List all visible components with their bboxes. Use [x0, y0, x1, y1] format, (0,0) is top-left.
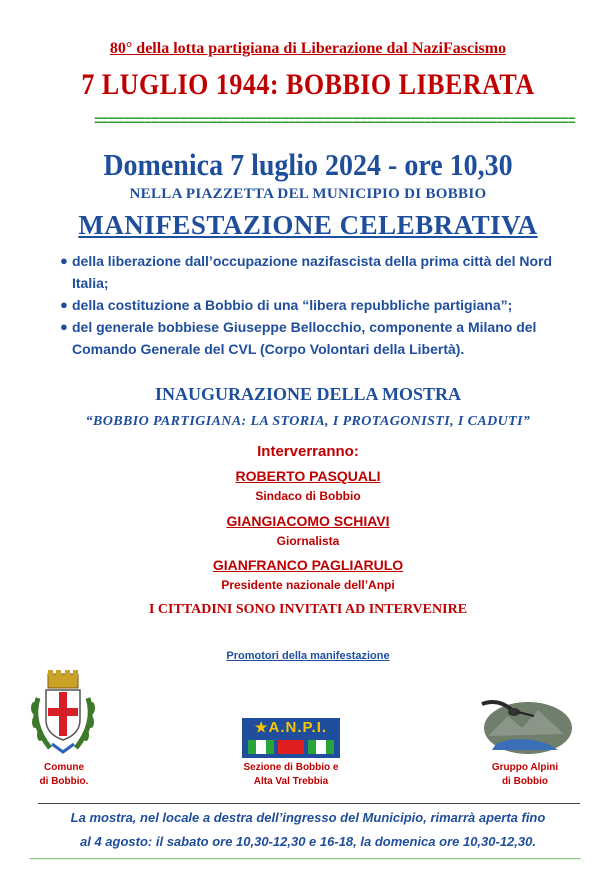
star-icon: ★: [254, 719, 269, 735]
event-place: NELLA PIAZZETTA DEL MUNICIPIO DI BOBBIO: [129, 186, 487, 202]
bullet-icon: ●: [60, 253, 68, 268]
speaker-role: Giornalista: [276, 534, 340, 548]
list-item-text: del generale bobbiese Giuseppe Bellocchio, componente a Milano del Comando Generale del CVL (Corpo Volontari della Libertà).: [72, 319, 537, 357]
promoter-caption-anpi: [216, 761, 366, 789]
speaker-name: GIANGIACOMO SCHIAVI: [226, 513, 390, 529]
speaker-role: Sindaco di Bobbio: [255, 489, 361, 503]
comune-bobbio-crest-icon: [28, 668, 98, 756]
speaker-name: ROBERTO PASQUALI: [235, 468, 381, 484]
caption-line: di Bobbio: [501, 776, 549, 787]
speakers-label: Interverranno:: [257, 443, 359, 460]
italian-flag-band-icon: [242, 736, 340, 758]
gruppo-alpini-logo-icon: [478, 694, 574, 756]
anniversary-heading: 80° della lotta partigiana di Liberazione dal NaziFascismo: [109, 40, 507, 57]
list-item-text: della liberazione dall’occupazione nazifascista della prima città del Nord Italia;: [72, 253, 553, 291]
promoter-caption-alpini: [470, 761, 580, 789]
bullet-icon: ●: [60, 297, 68, 312]
footer-green-separator: __________________________________________________________________________________________: [30, 848, 581, 860]
caption-line: Alta Val Trebbia: [253, 776, 329, 787]
caption-line: Comune: [44, 762, 84, 773]
anpi-logo-text: [242, 718, 340, 736]
list-item: [60, 250, 580, 294]
caption-line: di Bobbio.: [39, 776, 89, 787]
caption-line: Sezione di Bobbio e: [243, 762, 339, 773]
celebration-reasons-list: [60, 250, 580, 360]
list-item-text: della costituzione a Bobbio di una “libera repubbliche partigiana”;: [72, 297, 513, 313]
promoter-caption-comune: [24, 761, 104, 789]
anpi-acronym: A.N.P.I.: [268, 719, 328, 736]
main-title: 7 LUGLIO 1944: BOBBIO LIBERATA: [81, 67, 535, 102]
caption-line: Gruppo Alpini: [491, 762, 559, 773]
green-separator: ===================================================================: [94, 112, 575, 128]
footer-line-2: al 4 agosto: il sabato ore 10,30-12,30 e 16-18, la domenica ore 10,30-12,30.: [80, 834, 536, 849]
event-date-time: Domenica 7 luglio 2024 - ore 10,30: [103, 148, 513, 183]
list-item: [60, 316, 580, 360]
exhibition-title: “BOBBIO PARTIGIANA: LA STORIA, I PROTAGONISTI, I CADUTI”: [85, 414, 531, 429]
bullet-icon: ●: [60, 319, 68, 334]
footer-divider: [38, 803, 580, 804]
promoters-label[interactable]: Promotori della manifestazione: [226, 650, 390, 662]
exhibition-heading: INAUGURAZIONE DELLA MOSTRA: [154, 384, 462, 404]
footer-line-1: La mostra, nel locale a destra dell’ingresso del Municipio, rimarrà aperta fino: [70, 810, 546, 825]
speaker-name: GIANFRANCO PAGLIARULO: [212, 557, 404, 573]
anpi-logo: [242, 718, 340, 758]
list-item: [60, 294, 580, 316]
celebration-heading: MANIFESTAZIONE CELEBRATIVA: [78, 210, 538, 240]
invitation-text: I CITTADINI SONO INVITATI AD INTERVENIRE: [148, 602, 468, 617]
speaker-role: Presidente nazionale dell’Anpi: [221, 578, 395, 592]
